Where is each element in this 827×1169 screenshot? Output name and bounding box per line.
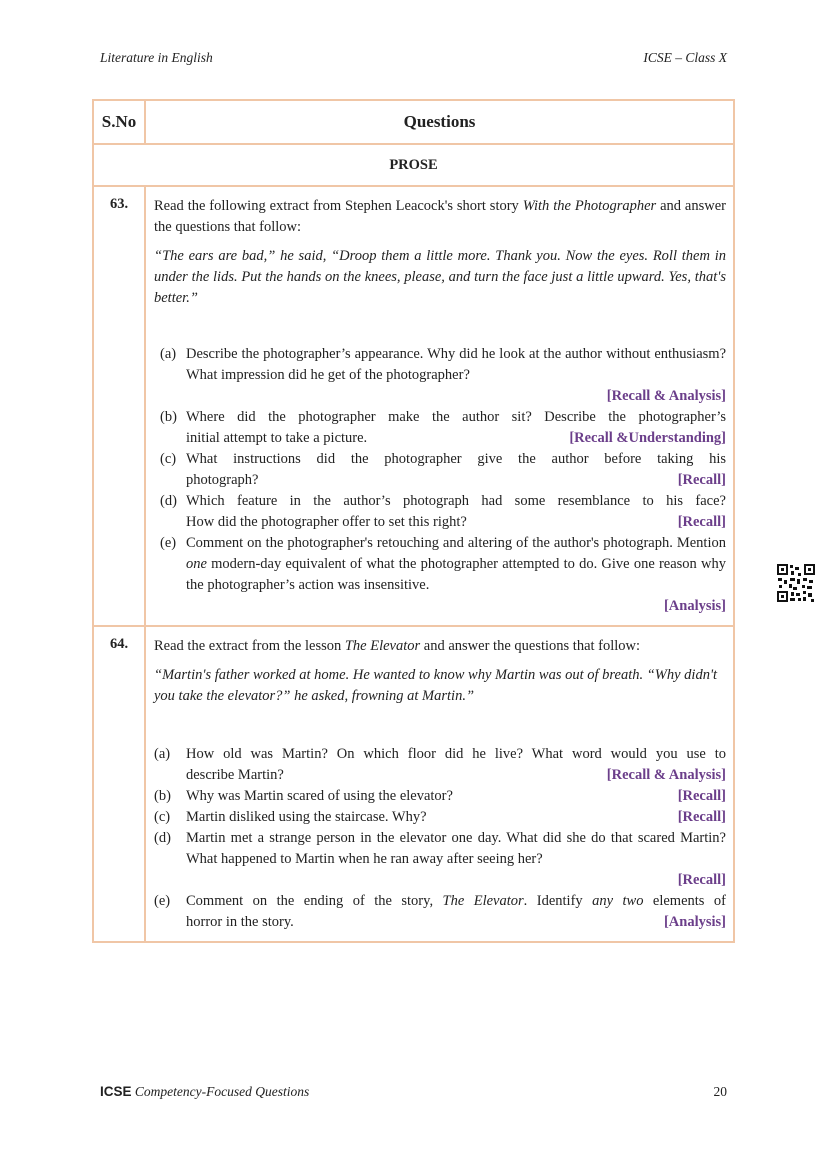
sub-question-d: (d) Martin met a strange person in the elevator one day. What did she do that scared Martin? What happened to Martin when he ran away after seeing her? [Recall] (154, 828, 726, 891)
sub-question-e: (e) Comment on the photographer's retouching and altering of the author's photograph. Mention one modern-day equivalent of what the photographer attempted to do. Give one reason why the photographer’s action was insensitive. [Analysis] (154, 533, 726, 617)
extract-text: “The ears are bad,” he said, “Droop them a little more. Thank you. Now the eyes. Roll them in under the lids. Put the hands on the knees, please, and turn the face just a little upward. Yes, that's better.” (154, 248, 726, 306)
qr-code-icon[interactable] (776, 563, 816, 603)
question-content (145, 626, 734, 942)
question-row-63 (93, 186, 734, 626)
extract-text: “Martin's father worked at home. He wanted to know why Martin was out of breath. “Why didn't you take the elevator?” he asked, frowning at Martin.” (154, 667, 718, 704)
skill-tag: [Recall] (677, 872, 726, 888)
sub-question-e: (e) Comment on the ending of the story, The Elevator. Identify any two elements of [Analysis] horror in the story. (154, 891, 726, 933)
footer-title: Competency-Focused Questions (134, 1084, 310, 1099)
page-footer (100, 1084, 309, 1100)
story-title: The Elevator (344, 638, 421, 654)
skill-tag: [Recall] (677, 788, 726, 804)
skill-tag: [Analysis] (663, 914, 726, 930)
sub-question-b: (b) [Recall] Why was Martin scared of using the elevator? (154, 786, 726, 807)
column-header-sno: S.No (93, 100, 145, 144)
question-intro: Read the following extract from Stephen Leacock's short story With the Photographer and answer the questions that follow: (154, 198, 726, 235)
questions-table (92, 99, 735, 943)
skill-tag: [Recall] (677, 809, 726, 825)
running-header-class: ICSE – Class X (643, 50, 727, 65)
question-content (145, 186, 734, 626)
sub-question-c: (c) [Recall] Martin disliked using the staircase. Why? (154, 807, 726, 828)
question-number: 63. (93, 186, 145, 626)
sub-question-b: (b) Where did the photographer make the author sit? Describe the photographer’s [Recall &Understanding] initial attempt to take a picture. (154, 407, 726, 449)
table-header-row (93, 100, 734, 144)
sub-question-c: (c) What instructions did the photographer give the author before taking his [Recall] photograph? (154, 449, 726, 491)
question-intro: Read the extract from the lesson The Elevator and answer the questions that follow: (154, 638, 641, 654)
section-row (93, 144, 734, 186)
skill-tag: [Recall & Analysis] (606, 388, 726, 404)
skill-tag: [Recall] (677, 472, 726, 488)
sub-question-a: (a) How old was Martin? On which floor did he live? What word would you use to [Recall & Analysis] describe Martin? (154, 744, 726, 786)
running-header-subject: Literature in English (100, 50, 213, 65)
section-title: PROSE (93, 144, 734, 186)
story-title: With the Photographer (522, 198, 657, 214)
skill-tag: [Recall] (677, 514, 726, 530)
sub-questions (154, 744, 726, 933)
skill-tag: [Recall & Analysis] (606, 767, 726, 783)
skill-tag: [Recall &Understanding] (569, 430, 726, 446)
column-header-questions: Questions (145, 100, 734, 144)
question-row-64 (93, 626, 734, 942)
sub-questions (154, 344, 726, 617)
question-number: 64. (93, 626, 145, 942)
footer-brand: ICSE (100, 1084, 132, 1099)
skill-tag: [Analysis] (663, 598, 726, 614)
page-number: 20 (713, 1084, 727, 1099)
sub-question-a: (a) Describe the photographer’s appearance. Why did he look at the author without enthusiasm? What impression did he get of the photographer? [Recall & Analysis] (154, 344, 726, 407)
sub-question-d: (d) Which feature in the author’s photograph had some resemblance to his face? [Recall] How did the photographer offer to set this right? (154, 491, 726, 533)
